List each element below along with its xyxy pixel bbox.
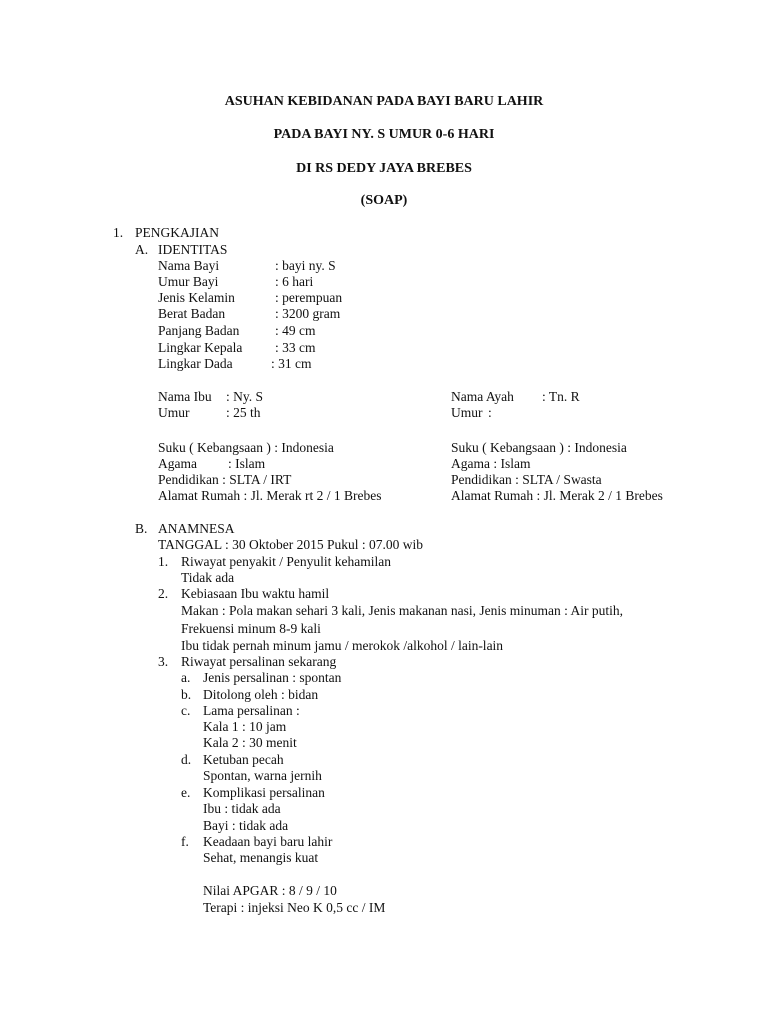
list-item-text: Tidak ada <box>181 570 235 585</box>
ibu-agama-value: : Islam <box>228 456 266 471</box>
list-number: 1. <box>158 554 169 569</box>
ayah-nama-label: Nama Ayah <box>451 389 514 404</box>
list-number: 3. <box>158 654 169 669</box>
sub-list-text: Ditolong oleh : bidan <box>203 687 319 702</box>
list-item-text: Frekuensi minum 8-9 kali <box>181 621 321 636</box>
field-label: Lingkar Kepala <box>158 340 243 355</box>
sub-list-letter: d. <box>181 752 192 767</box>
document-title-line-1: ASUHAN KEBIDANAN PADA BAYI BARU LAHIR <box>224 94 544 109</box>
sub-list-detail: Kala 2 : 30 menit <box>203 735 297 750</box>
field-value: : 49 cm <box>275 323 316 338</box>
ibu-suku: Suku ( Kebangsaan ) : Indonesia <box>158 440 334 455</box>
list-item-text: Ibu tidak pernah minum jamu / merokok /alkohol / lain-lain <box>181 638 504 653</box>
section-number: 1. <box>113 225 124 240</box>
ayah-nama-value: : Tn. R <box>542 389 580 404</box>
field-label: Lingkar Dada <box>158 356 233 371</box>
anamnesa-date: TANGGAL : 30 Oktober 2015 Pukul : 07.00 wib <box>158 537 424 552</box>
field-value: : perempuan <box>275 290 343 305</box>
field-label: Jenis Kelamin <box>158 290 235 305</box>
field-value: : 33 cm <box>275 340 316 355</box>
document-title-line-2: PADA BAYI NY. S UMUR 0-6 HARI <box>273 127 495 142</box>
list-item-title: Kebiasaan Ibu waktu hamil <box>181 586 330 601</box>
ibu-alamat: Alamat Rumah : Jl. Merak rt 2 / 1 Brebes <box>158 488 382 503</box>
list-item-title: Riwayat persalinan sekarang <box>181 654 337 669</box>
field-value: : bayi ny. S <box>275 258 336 273</box>
sub-list-text: Keadaan bayi baru lahir <box>203 834 333 849</box>
sub-list-detail: Ibu : tidak ada <box>203 801 281 816</box>
document-title-line-3: DI RS DEDY JAYA BREBES <box>296 161 472 176</box>
ayah-agama: Agama : Islam <box>451 456 531 471</box>
sub-list-letter: f. <box>181 834 189 849</box>
ayah-umur-value: : <box>488 405 492 420</box>
list-number: 2. <box>158 586 169 601</box>
section-heading: PENGKAJIAN <box>135 225 219 240</box>
sub-list-detail: Kala 1 : 10 jam <box>203 719 287 734</box>
document-title-line-4: (SOAP) <box>360 193 408 208</box>
ayah-umur-label: Umur <box>451 405 483 420</box>
ibu-nama-value: : Ny. S <box>226 389 264 404</box>
ibu-agama-label: Agama <box>158 456 197 471</box>
sub-list-detail: Spontan, warna jernih <box>203 768 322 783</box>
sub-list-detail: Bayi : tidak ada <box>203 818 289 833</box>
subsection-letter: B. <box>135 521 148 536</box>
subsection-heading: IDENTITAS <box>158 242 228 257</box>
field-value: : 3200 gram <box>275 306 341 321</box>
ayah-alamat: Alamat Rumah : Jl. Merak 2 / 1 Brebes <box>451 488 663 503</box>
sub-list-text: Lama persalinan : <box>203 703 300 718</box>
field-label: Nama Bayi <box>158 258 220 273</box>
therapy-text: Terapi : injeksi Neo K 0,5 cc / IM <box>203 900 386 915</box>
sub-list-text: Ketuban pecah <box>203 752 284 767</box>
apgar-score: Nilai APGAR : 8 / 9 / 10 <box>203 883 337 898</box>
sub-list-text: Jenis persalinan : spontan <box>203 670 342 685</box>
sub-list-letter: a. <box>181 670 191 685</box>
ayah-pendidikan: Pendidikan : SLTA / Swasta <box>451 472 602 487</box>
field-value: : 31 cm <box>271 356 312 371</box>
sub-list-letter: c. <box>181 703 191 718</box>
list-item-title: Riwayat penyakit / Penyulit kehamilan <box>181 554 391 569</box>
ayah-suku: Suku ( Kebangsaan ) : Indonesia <box>451 440 627 455</box>
subsection-heading: ANAMNESA <box>158 521 235 536</box>
sub-list-detail: Sehat, menangis kuat <box>203 850 319 865</box>
field-label: Berat Badan <box>158 306 226 321</box>
subsection-letter: A. <box>135 242 149 257</box>
ibu-pendidikan: Pendidikan : SLTA / IRT <box>158 472 292 487</box>
ibu-umur-label: Umur <box>158 405 190 420</box>
field-value: : 6 hari <box>275 274 314 289</box>
field-label: Panjang Badan <box>158 323 240 338</box>
ibu-umur-value: : 25 th <box>226 405 261 420</box>
sub-list-letter: b. <box>181 687 192 702</box>
ibu-nama-label: Nama Ibu <box>158 389 212 404</box>
field-label: Umur Bayi <box>158 274 219 289</box>
sub-list-text: Komplikasi persalinan <box>203 785 325 800</box>
list-item-text: Makan : Pola makan sehari 3 kali, Jenis makanan nasi, Jenis minuman : Air putih, <box>181 603 624 618</box>
sub-list-letter: e. <box>181 785 191 800</box>
